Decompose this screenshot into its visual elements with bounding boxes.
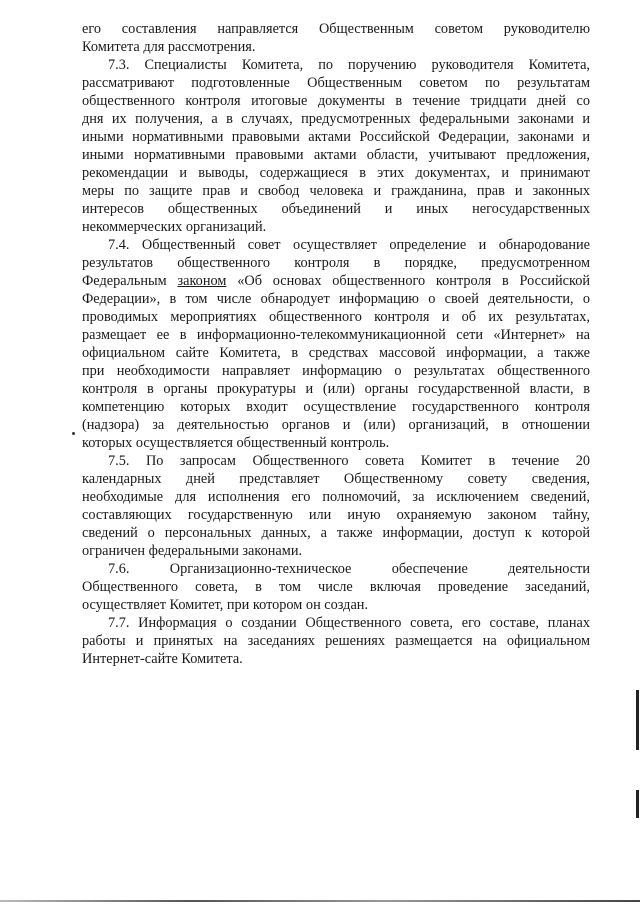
text-line: официальном сайте Комитета, в средствах массовой информации, а также — [82, 345, 590, 361]
scan-edge-bottom — [0, 900, 640, 902]
text-fragment: «Об основах общественного контроля в Российской — [237, 273, 590, 289]
text-line-with-link — [82, 272, 590, 290]
text-line: Интернет-сайте Комитета. — [82, 651, 243, 667]
text-line: необходимые для исполнения его полномочий, за исключением сведений, — [82, 489, 590, 505]
text-line: сведений о персональных данных, а также информации, доступ к которой — [82, 525, 590, 541]
text-line: дня их получения, а в случаях, предусмотренных федеральными законами и — [82, 111, 590, 127]
text-line: меры по защите прав и свобод человека и гражданина, прав и законных — [82, 183, 590, 199]
text-line: календарных дней представляет Общественному совету сведения, — [82, 471, 590, 487]
text-line: составляющих государственную или иную охраняемую законом тайну, — [82, 507, 590, 523]
text-line: Комитета для рассмотрения. — [82, 39, 256, 55]
text-line: ограничен федеральными законами. — [82, 543, 303, 559]
text-line: при необходимости направляет информацию о результатах общественного — [82, 363, 590, 379]
paragraph-7-4-start: 7.4. Общественный совет осуществляет определение и обнародование — [108, 237, 590, 253]
paragraph-7-6-start: 7.6. Организационно-техническое обеспечение деятельности — [108, 561, 590, 577]
text-line: компетенцию которых входит осуществление государственного контроля — [82, 399, 590, 415]
text-line: работы и принятых на заседаниях решениях размещается на официальном — [82, 633, 590, 649]
text-line: общественного контроля итоговые документы в течение тридцати дней со — [82, 93, 590, 109]
paragraph-7-7-start: 7.7. Информация о создании Общественного совета, его составе, планах — [108, 615, 590, 631]
text-line: некоммерческих организаций. — [82, 219, 267, 235]
law-link[interactable]: законом — [177, 273, 227, 289]
text-line: иными нормативными правовыми актами области, учитывают предложения, — [82, 147, 590, 163]
text-line: Федерации», в том числе обнародует информацию о своей деятельности, о — [82, 291, 590, 307]
text-line: которых осуществляется общественный контроль. — [82, 435, 390, 451]
text-line: рассматривают подготовленные Общественным советом по результатам — [82, 75, 590, 91]
text-line: рекомендации и выводы, содержащиеся в этих документах, и принимают — [82, 165, 590, 181]
text-line: контроля в органы прокуратуры и (или) органы государственной власти, в — [82, 381, 590, 397]
paragraph-7-5-start: 7.5. По запросам Общественного совета Комитет в течение 20 — [108, 453, 590, 469]
scan-edge-right — [636, 790, 639, 818]
text-line: результатов общественного контроля в порядке, предусмотренном — [82, 255, 590, 271]
text-line: иными нормативными правовыми актами Российской Федерации, законами и — [82, 129, 590, 145]
document-page — [82, 20, 590, 668]
text-line: интересов общественных объединений и иных негосударственных — [82, 201, 590, 217]
scan-speck — [72, 432, 75, 435]
text-line: (надзора) за деятельностью органов и (или) организаций, в отношении — [82, 417, 590, 433]
text-line: размещает ее в информационно-телекоммуникационной сети «Интернет» на — [82, 327, 590, 343]
text-line: осуществляет Комитет, при котором он создан. — [82, 597, 369, 613]
text-line: проводимых мероприятиях общественного контроля и об их результатах, — [82, 309, 590, 325]
text-line: Общественного совета, в том числе включая проведение заседаний, — [82, 579, 590, 595]
text-fragment: Федеральным — [82, 273, 167, 289]
text-line: его составления направляется Общественным советом руководителю — [82, 21, 590, 37]
paragraph-7-3-start: 7.3. Специалисты Комитета, по поручению руководителя Комитета, — [108, 57, 590, 73]
scan-edge-right — [636, 690, 639, 750]
